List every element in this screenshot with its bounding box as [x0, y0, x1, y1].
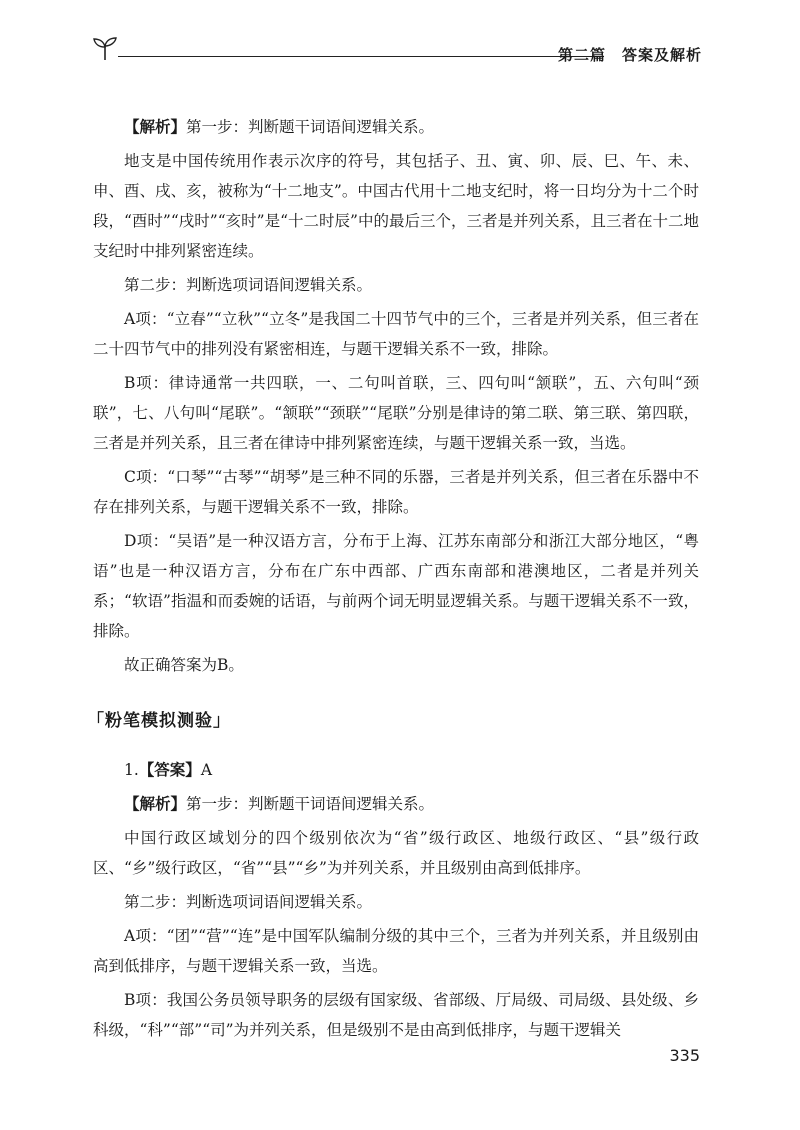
paragraph-text: B项：律诗通常一共四联，一、二句叫首联，三、四句叫“颔联”，五、六句叫“颈联”，七、八句叫“尾联”。“颔联”“颈联”“尾联”分别是律诗的第二联、第三联、第四联，三者是并列关系，且三者在律诗中排列紧密连续，与题干逻辑关系一致，当选。: [93, 374, 699, 452]
section-title: 第二篇 答案及解析: [557, 46, 702, 64]
paragraph-text: 第一步：判断题干词语间逻辑关系。: [186, 118, 435, 136]
paragraph-text: 地支是中国传统用作表示次序的符号，其包括子、丑、寅、卯、辰、巳、午、未、申、酉、戌、亥，被称为“十二地支”。中国古代用十二地支纪时，将一日均分为十二个时段，“酉时”“戌时”“亥时”是“十二时辰”中的最后三个，三者是并列关系，且三者在十二地支纪时中排列紧密连续。: [93, 152, 699, 260]
paragraph: [93, 823, 699, 883]
paragraph: [93, 921, 699, 981]
paragraph: [93, 789, 699, 819]
header-rule: [118, 56, 604, 57]
paragraph: [93, 462, 699, 522]
paragraph: [93, 755, 699, 785]
section-heading: 「粉笔模拟测验」: [87, 711, 231, 731]
page-header: [92, 36, 702, 76]
paragraph: [93, 887, 699, 917]
sprout-icon: [92, 36, 120, 62]
paragraph: [93, 985, 699, 1045]
label-tag: 【答案】: [138, 761, 201, 779]
paragraph-text: D项：“吴语”是一种汉语方言，分布于上海、江苏东南部分和浙江大部分地区，“粤语”也是一种汉语方言，分布在广东中西部、广西东南部和港澳地区，二者是并列关系；“软语”指温和而委婉的话语，与前两个词无明显逻辑关系。与题干逻辑关系不一致，排除。: [93, 532, 699, 640]
paragraph: [93, 368, 699, 458]
paragraph-text: 第二步：判断选项词语间逻辑关系。: [124, 893, 373, 911]
paragraph-text: 第一步：判断题干词语间逻辑关系。: [186, 795, 435, 813]
paragraph-text: A项：“团”“营”“连”是中国军队编制分级的其中三个，三者为并列关系，并且级别由高到低排序，与题干逻辑关系一致，当选。: [93, 927, 699, 975]
paragraph: [93, 112, 699, 142]
page-content: [87, 112, 699, 1049]
paragraph-text: A: [200, 761, 213, 779]
page-number: 335: [669, 1046, 700, 1065]
question-number: 1.: [124, 761, 139, 779]
paragraph-text: B项：我国公务员领导职务的层级有国家级、省部级、厅局级、司局级、县处级、乡科级，“科”“部”“司”为并列关系，但是级别不是由高到低排序，与题干逻辑关: [93, 991, 699, 1039]
paragraph: [93, 146, 699, 266]
paragraph: [93, 526, 699, 646]
paragraph-text: 第二步：判断选项词语间逻辑关系。: [124, 276, 373, 294]
paragraph: [93, 304, 699, 364]
label-tag: 【解析】: [124, 118, 187, 136]
paragraph-text: 中国行政区域划分的四个级别依次为“省”级行政区、地级行政区、“县”级行政区、“乡”级行政区，“省”“县”“乡”为并列关系，并且级别由高到低排序。: [93, 829, 699, 877]
paragraph-text: C项：“口琴”“古琴”“胡琴”是三种不同的乐器，三者是并列关系，但三者在乐器中不存在排列关系，与题干逻辑关系不一致，排除。: [93, 468, 699, 516]
paragraph: [93, 270, 699, 300]
label-tag: 【解析】: [124, 795, 187, 813]
paragraph-text: A项：“立春”“立秋”“立冬”是我国二十四节气中的三个，三者是并列关系，但三者在二十四节气中的排列没有紧密相连，与题干逻辑关系不一致，排除。: [93, 310, 699, 358]
paragraph-text: 故正确答案为B。: [124, 656, 244, 674]
paragraph: [93, 650, 699, 680]
